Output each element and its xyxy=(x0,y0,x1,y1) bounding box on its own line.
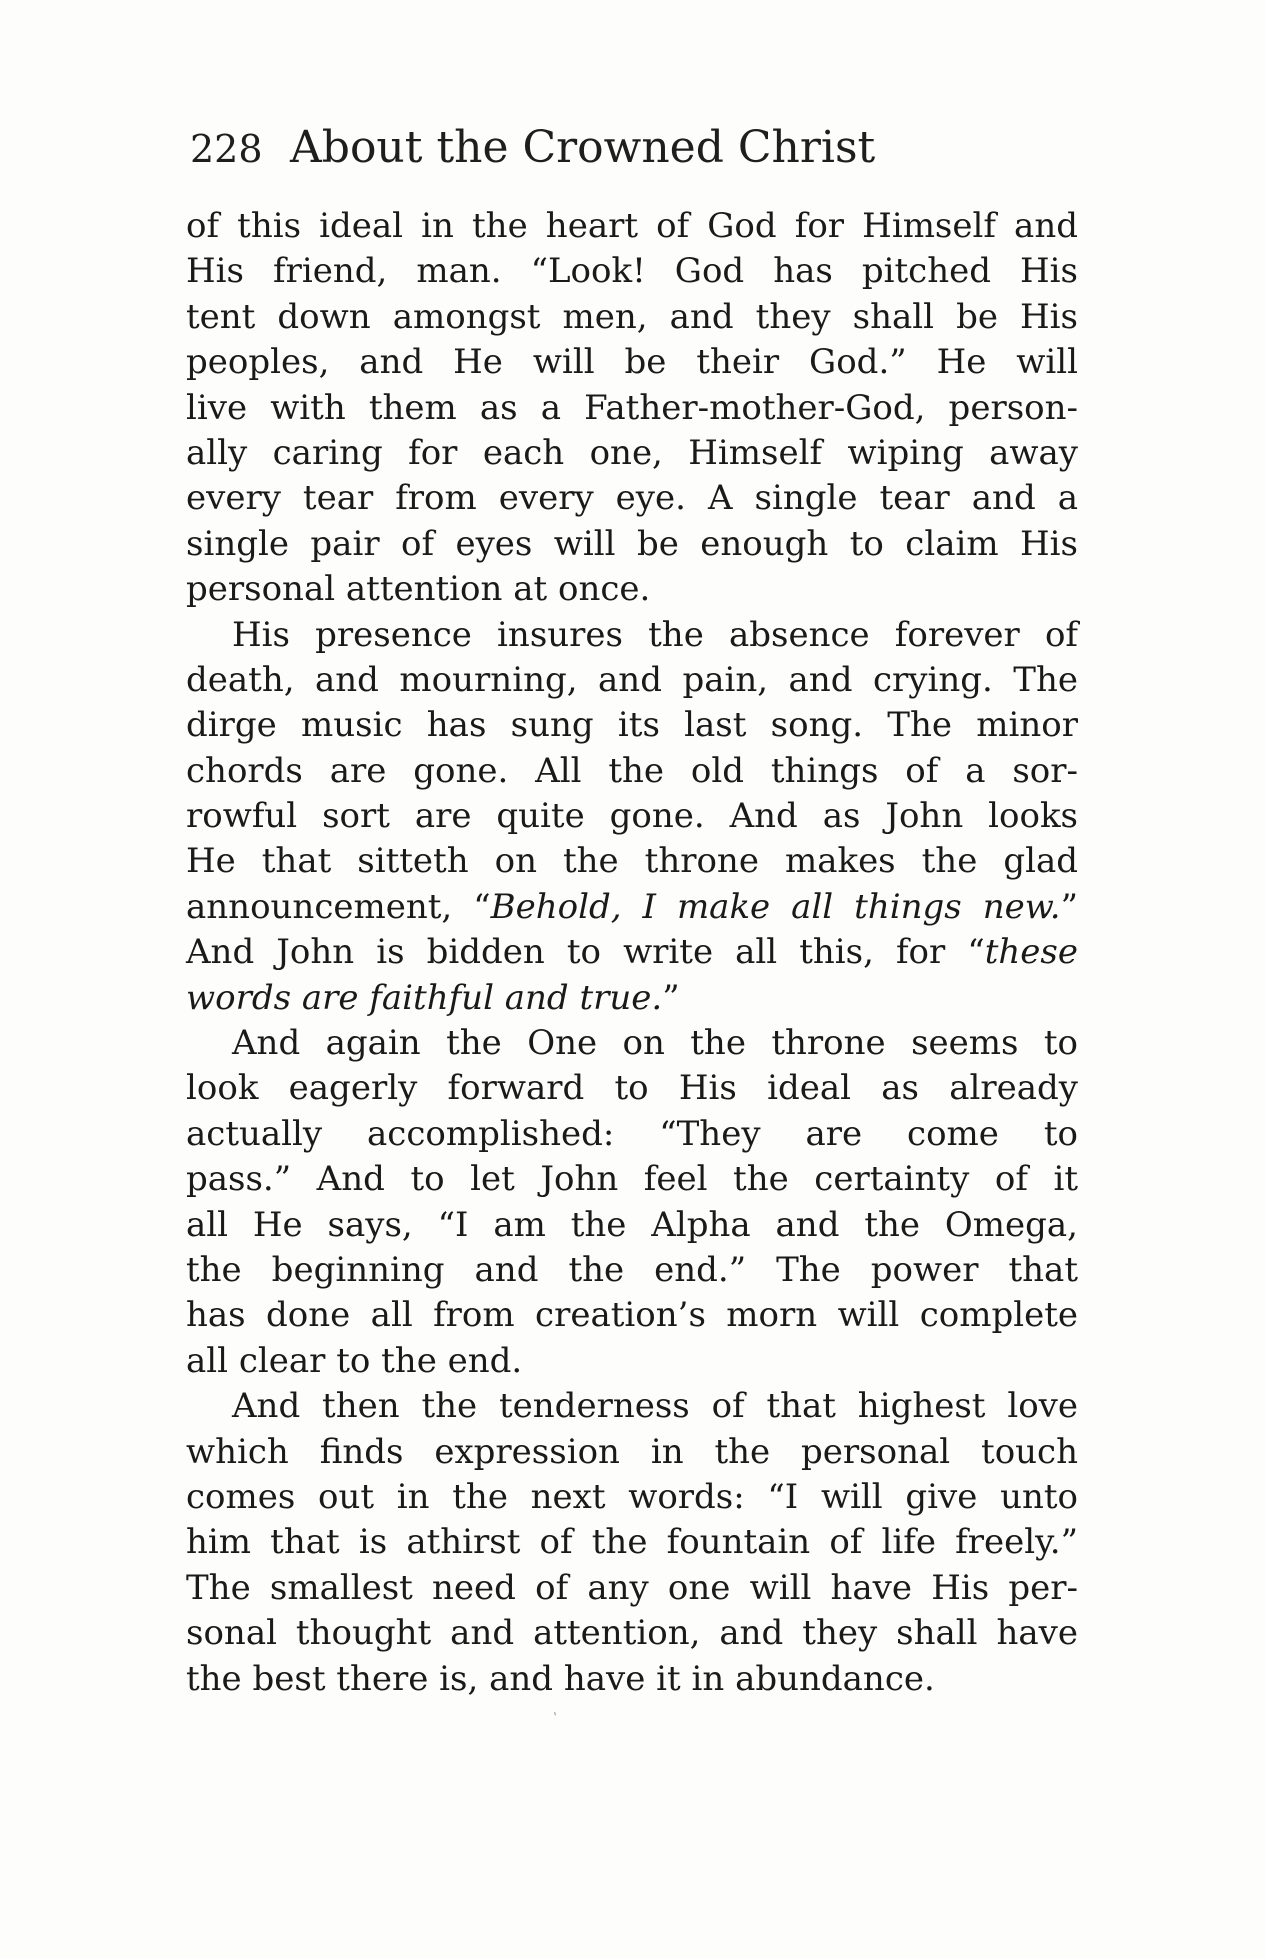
text-line: comes out in the next words: “I will give unto xyxy=(186,1476,1078,1517)
text-line xyxy=(186,885,1078,930)
text-line: all He says, “I am the Alpha and the Omega, xyxy=(186,1204,1078,1245)
text-line: him that is athirst of the fountain of life freely.” xyxy=(186,1522,1078,1563)
italic-quote: these xyxy=(984,932,1078,973)
text-line: His friend, man. “Look! God has pitched His xyxy=(186,251,1078,292)
ink-speck: ˋ xyxy=(544,1710,560,1728)
text-line: has done all from creation’s morn will complete xyxy=(186,1295,1078,1336)
text-line: the best there is, and have it in abundance. xyxy=(186,1658,935,1699)
text-line: chords are gone. All the old things of a sor- xyxy=(186,750,1078,791)
italic-quote: Behold, I make all things new. xyxy=(490,886,1061,927)
text-segment: ” xyxy=(662,977,680,1018)
text-line: personal attention at once. xyxy=(186,569,651,610)
text-line: dirge music has sung its last song. The minor xyxy=(186,705,1078,746)
text-line: all clear to the end. xyxy=(186,1340,523,1381)
text-line: tent down amongst men, and they shall be His xyxy=(186,296,1078,337)
paragraph-1 xyxy=(186,204,1078,613)
page-number: 228 xyxy=(190,127,263,171)
paragraph-4 xyxy=(186,1384,1078,1702)
running-head xyxy=(190,118,1090,179)
text-line: ally caring for each one, Himself wiping away xyxy=(186,432,1078,473)
body-text xyxy=(186,204,1078,1702)
text-line: He that sitteth on the throne makes the glad xyxy=(186,841,1078,882)
text-line: death, and mourning, and pain, and crying. The xyxy=(186,659,1078,700)
text-line: the beginning and the end.” The power that xyxy=(186,1249,1078,1290)
text-line: His presence insures the absence forever of xyxy=(232,614,1078,655)
italic-quote: words are faithful and true. xyxy=(186,977,663,1018)
text-line: look eagerly forward to His ideal as already xyxy=(186,1068,1078,1109)
text-line: peoples, and He will be their God.” He will xyxy=(186,342,1078,383)
text-line: which finds expression in the personal touch xyxy=(186,1431,1078,1472)
text-line: And again the One on the throne seems to xyxy=(232,1023,1078,1064)
paragraph-3 xyxy=(186,1021,1078,1384)
text-line: of this ideal in the heart of God for Himself and xyxy=(186,206,1078,246)
text-line xyxy=(186,976,1078,1021)
text-line: sonal thought and attention, and they shall have xyxy=(186,1613,1078,1654)
text-segment: announcement, “ xyxy=(186,886,491,927)
text-line: live with them as a Father-mother-God, person- xyxy=(186,387,1078,428)
running-title: About the Crowned Christ xyxy=(290,122,876,173)
text-line: actually accomplished: “They are come to xyxy=(186,1113,1078,1154)
paragraph-2 xyxy=(186,613,1078,1022)
text-segment: ” xyxy=(1060,886,1078,927)
text-line xyxy=(186,930,1078,975)
text-line: And then the tenderness of that highest love xyxy=(232,1386,1078,1427)
text-line: every tear from every eye. A single tear and a xyxy=(186,478,1078,519)
text-line: The smallest need of any one will have His per- xyxy=(186,1567,1078,1608)
text-line: rowful sort are quite gone. And as John looks xyxy=(186,796,1078,837)
text-line: pass.” And to let John feel the certainty of it xyxy=(186,1159,1078,1200)
text-line: single pair of eyes will be enough to claim His xyxy=(186,523,1078,564)
text-segment: And John is bidden to write all this, for “ xyxy=(186,932,985,973)
